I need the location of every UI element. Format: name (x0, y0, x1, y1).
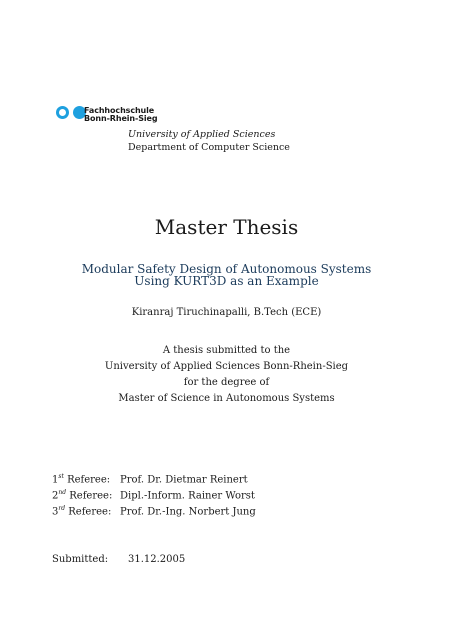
logo-ring-icon (56, 106, 69, 119)
referee-name: Prof. Dr.-Ing. Norbert Jung (120, 506, 256, 518)
logo-name-line1: Fachhochschule (84, 106, 155, 115)
submitted-label: Submitted: (52, 554, 109, 565)
referee-label: 3rd Referee: (52, 505, 112, 518)
referee-row (52, 489, 255, 501)
submission-row (52, 554, 185, 565)
thesis-subtitle-line1: Modular Safety Design of Autonomous Systems (81, 262, 372, 276)
author-name: Kiranraj Tiruchinapalli, B.Tech (ECE) (131, 307, 322, 318)
thesis-statement-line: A thesis submitted to the (162, 345, 291, 356)
thesis-statement-line: University of Applied Sciences Bonn-Rhein-Sieg (104, 361, 349, 372)
referee-name: Prof. Dr. Dietmar Reinert (120, 474, 248, 486)
thesis-statement-line: for the degree of (183, 377, 270, 388)
thesis-subtitle-line2: Using KURT3D as an Example (134, 274, 319, 288)
thesis-statement-line: Master of Science in Autonomous Systems (118, 393, 335, 404)
referee-label: 1st Referee: (52, 473, 111, 486)
university-name: University of Applied Sciences (128, 129, 276, 140)
thesis-title: Master Thesis (154, 215, 299, 239)
referee-name: Dipl.-Inform. Rainer Worst (120, 490, 255, 502)
department-name: Department of Computer Science (128, 142, 290, 153)
referee-row (52, 505, 256, 517)
logo-name-line2: Bonn-Rhein-Sieg (84, 114, 158, 123)
referee-label: 2nd Referee: (52, 489, 113, 502)
referee-row (52, 473, 248, 485)
submitted-date: 31.12.2005 (128, 554, 186, 565)
